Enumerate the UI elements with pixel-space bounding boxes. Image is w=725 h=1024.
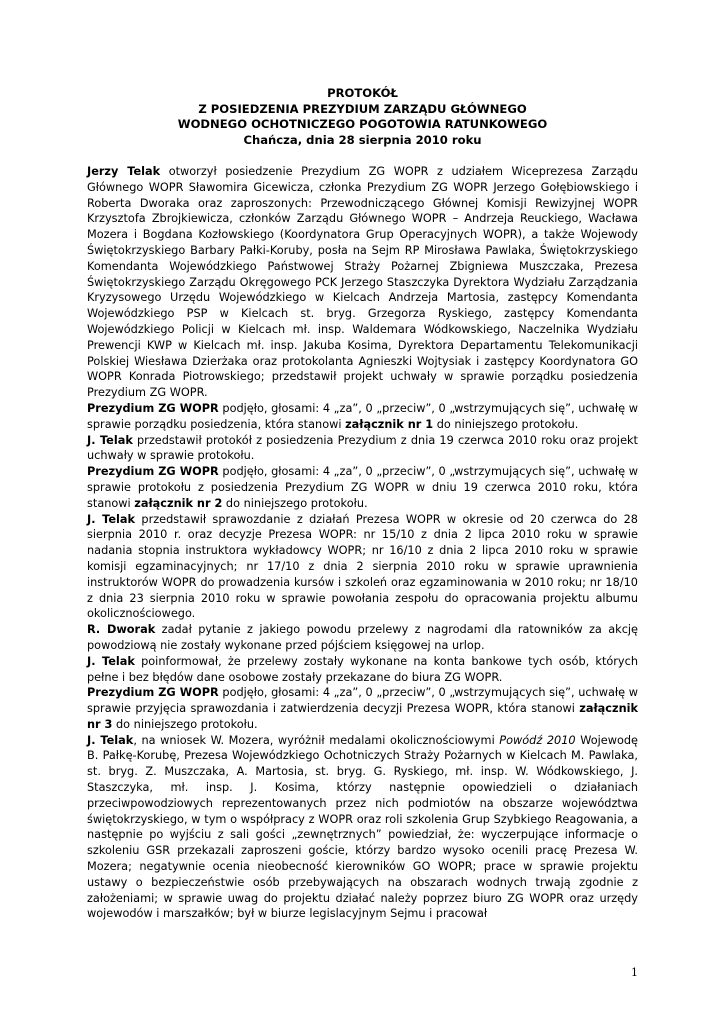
paragraph: [87, 622, 638, 654]
paragraph-text: przedstawił sprawozdanie z działań Prezesa WOPR w okresie od 20 czerwca do 28 sierpnia 2010 r. oraz decyzje Prezesa WOPR: nr 15/10 z dnia 2 lipca 2010 roku w sprawie nadania stopnia instruktora wykładowcy WOPR; nr 16/10 z dnia 2 lipca 2010 roku w sprawie komisji egzaminacyjnych; nr 17/10 z dnia 2 sierpnia 2010 roku w sprawie uprawnienia instruktorów WOPR do prowadzenia kursów i szkoleń oraz egzaminowania w 2010 roku; nr 18/10 z dnia 23 sierpnia 2010 roku w sprawie powołania zespołu do opracowania projektu albumu okolicznościowego.: [87, 512, 638, 621]
bold-text: J. Telak: [87, 733, 134, 747]
paragraph-text: zadał pytanie z jakiego powodu przelewy z nagrodami dla ratowników za akcję powodziową nie zostały wykonane przed pójściem księgowej na urlop.: [87, 623, 638, 652]
paragraph-text: do niniejszego protokołu.: [433, 417, 579, 431]
paragraph-text: podjęło, głosami: 4 „za”, 0 „przeciw”, 0 „wstrzymujących się”, uchwałę w sprawie porządku posiedzenia, która stanowi: [87, 401, 638, 431]
bold-text: J. Telak: [87, 433, 133, 447]
paragraph-text: poinformował, że przelewy zostały wykonane na konta bankowe tych osób, których pełne i bez błędów dane osobowe zostały przekazane do biura ZG WOPR.: [87, 654, 638, 684]
title-line: Z POSIEDZENIA PREZYDIUM ZARZĄDU GŁÓWNEGO: [198, 101, 527, 116]
paragraph-text: przedstawił protokół z posiedzenia Prezydium z dnia 19 czerwca 2010 roku oraz projekt uchwały w sprawie protokołu.: [87, 433, 638, 463]
paragraph: [87, 733, 638, 923]
bold-text: załącznik nr 1: [345, 417, 434, 431]
bold-text: załącznik nr 3: [87, 702, 638, 731]
paragraph: [87, 433, 638, 465]
paragraph-text: otworzył posiedzenie Prezydium ZG WOPR z udziałem Wiceprezesa Zarządu Głównego WOPR Sławomira Gicewicza, członka Prezydium ZG WOPR Jerzego Gołębiowskiego i Roberta Dworaka oraz zaproszonych: Przewodniczącego Głównej Komisji Rewizyjnej WOPR Krzysztofa Zbrojkiewicza, członków Zarządu Głównego WOPR – Andrzeja Reuckiego, Wacława Mozera i Bogdana Kozłowskiego (Koordynatora Grup Operacyjnych WOPR), a także Wojewody Świętokrzyskiego Barbary Pałki-Koruby, posła na Sejm RP Mirosława Pawlaka, Świętokrzyskiego Komendanta Wojewódzkiego Państwowej Straży Pożarnej Zbigniewa Muszczaka, Prezesa Świętokrzyskiego Zarządu Okręgowego PCK Jerzego Staszczyka Dyrektora Wydziału Zarządzania Kryzysowego Urzędu Wojewódzkiego w Kielcach Andrzeja Martosia, zastępcy Komendanta Wojewódzkiego PSP w Kielcach st. bryg. Grzegorza Ryskiego, zastępcy Komendanta Wojewódzkiego Policji w Kielcach mł. insp. Waldemara Wódkowskiego, Naczelnika Wydziału Prewencji KWP w Kielcach mł. insp. Jakuba Kosima, Dyrektora Departamentu Telekomunikacji Polskiej Wiesława Dzierżaka oraz protokolanta Agnieszki Wojtysiak i zastępcy Koordynatora GO WOPR Konrada Piotrowskiego; przedstawił projekt uchwały w sprawie porządku posiedzenia Prezydium ZG WOPR.: [87, 165, 638, 400]
paragraph-text: podjęło, głosami: 4 „za”, 0 „przeciw”, 0 „wstrzymujących się”, uchwałę w sprawie przyjęcia sprawozdania i zatwierdzenia decyzji Prezesa WOPR, która stanowi: [87, 686, 638, 716]
paragraph: [87, 654, 638, 686]
paragraph-text: do niniejszego protokołu.: [222, 496, 368, 510]
bold-text: Jerzy Telak: [87, 165, 161, 178]
paragraph: [87, 464, 638, 511]
document-page: [87, 86, 638, 922]
paragraph-text: podjęło, głosami: 4 „za”, 0 „przeciw”, 0 „wstrzymujących się”, uchwałę w sprawie protokołu z posiedzenia Prezydium ZG WOPR w dniu 19 czerwca 2010 roku, która stanowi: [87, 465, 638, 510]
paragraph: [87, 164, 638, 401]
bold-text: Prezydium ZG WOPR: [87, 686, 219, 700]
paragraph: [87, 401, 638, 433]
bold-text: Prezydium ZG WOPR: [87, 401, 219, 415]
bold-text: J. Telak: [87, 654, 135, 668]
document-title: [87, 86, 638, 148]
paragraph-text: do niniejszego protokołu.: [112, 717, 258, 731]
paragraph-text: Wojewodę B. Pałkę-Korubę, Prezesa Wojewódzkiego Ochotniczych Straży Pożarnych w Kielcach M. Pawlaka, st. bryg. Z. Muszczaka, A. Martosia, st. bryg. G. Ryskiego, mł. insp. W. Wódkowskiego, J. Staszczyka, mł. insp. J. Kosima, którzy następnie opowiedzieli o działaniach przeciwpowodziowych reprezentowanych przez nich podmiotów na obszarze województwa świętokrzyskiego, w tym o współpracy z WOPR oraz roli szkolenia Grup Szybkiego Reagowania, a następnie po wyjściu z sali gości „zewnętrznych” powiedział, że: wyczerpujące informacje o szkoleniu GSR przekazali zaproszeni goście, którzy bardzo wysoko ocenili pracę Prezesa W. Mozera; negatywnie ocenia nieobecność kierowników GO WOPR; prace w sprawie projektu ustawy o bezpieczeństwie osób przebywających na obszarach wodnych trwają zgodnie z założeniami; w sprawie uwag do projektu działać należy poprzez biuro ZG WOPR oraz urzędy wojewodów i marszałków; był w biurze legislacyjnym Sejmu i pracował: [87, 733, 638, 921]
title-date-line: Chańcza, dnia 28 sierpnia 2010 roku: [243, 132, 482, 147]
title-line: WODNEGO OCHOTNICZEGO POGOTOWIA RATUNKOWEGO: [177, 117, 548, 131]
bold-text: załącznik nr 2: [134, 496, 223, 510]
document-body: [87, 164, 638, 922]
page-number: 1: [631, 966, 638, 979]
title-line: PROTOKÓŁ: [327, 86, 398, 100]
italic-text: Powódź 2010: [499, 733, 576, 747]
bold-text: Prezydium ZG WOPR: [87, 465, 219, 479]
bold-text: J. Telak: [87, 512, 136, 526]
paragraph: [87, 685, 638, 732]
paragraph: [87, 512, 638, 623]
bold-text: R. Dworak: [87, 623, 156, 637]
paragraph-text: , na wniosek W. Mozera, wyróżnił medalami okolicznościowymi: [133, 733, 500, 747]
